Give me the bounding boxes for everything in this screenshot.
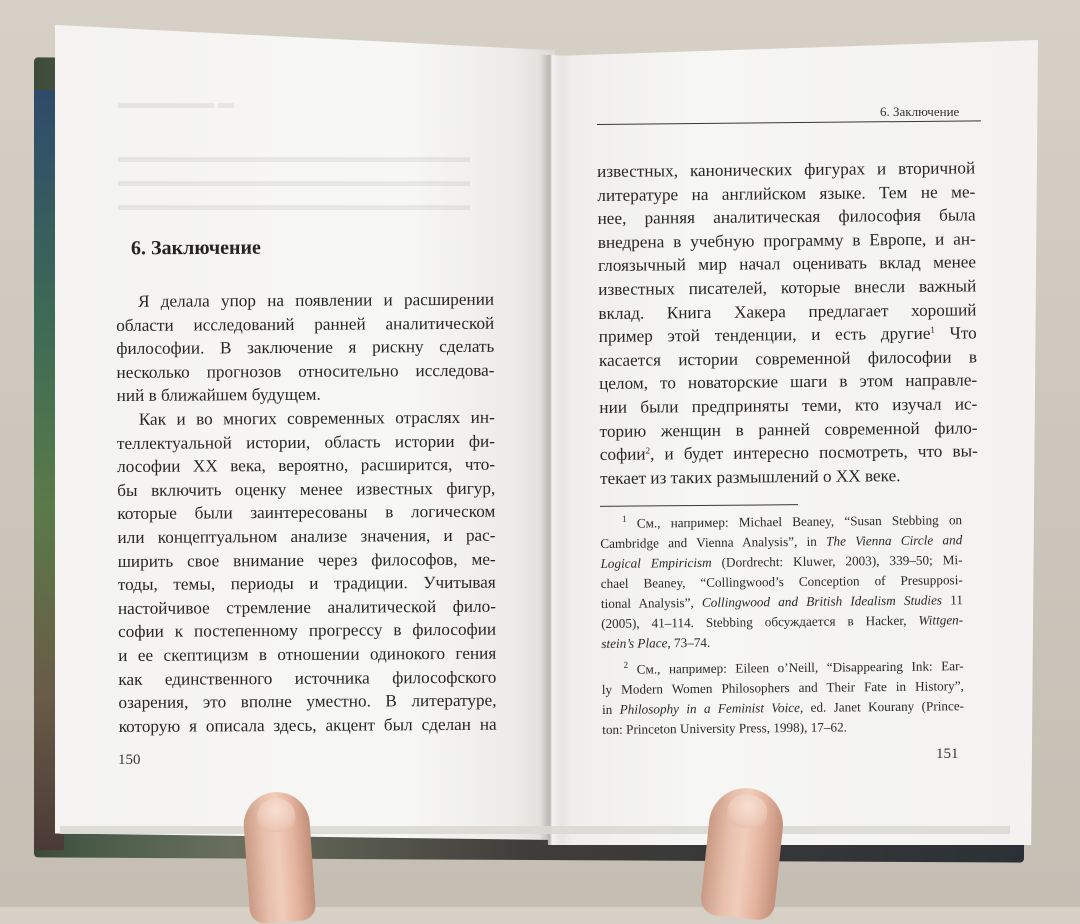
text-segment: пример этой тенденции, и есть другие (598, 323, 931, 347)
footnote-number: 2 (623, 659, 629, 670)
text-line: философии. В заключение я рискну сделать (116, 336, 495, 359)
text-line: вклад. Книга Хакера предлагает хороший (598, 299, 977, 323)
text-segment: См., например: Michael Beaney, “Susan Stebbing on (636, 512, 963, 531)
text-line: софии к постепенному прогрессу в философии (118, 619, 497, 642)
text-line: несколько прогнозов относительно исследова- (116, 360, 495, 382)
italic-title: The Vienna Circle and (826, 532, 963, 549)
text-line: текает из таких размышлений о XX веке. (599, 465, 901, 488)
text-line: которую я описала здесь, акцент был сделан на (118, 714, 497, 736)
text-segment: , и будет интересно посмотреть, что вы- (650, 441, 978, 464)
text-line: области исследований ранней аналитической (116, 313, 495, 335)
text-line: нии были предприняты теми, кто изучал ис- (599, 394, 978, 417)
italic-title: Wittgen- (918, 612, 964, 628)
running-head: 6. Заключение (880, 104, 960, 119)
italic-title: stein’s Place (601, 635, 668, 651)
text-line: которые были заинтересованы в логическом (117, 502, 496, 524)
text-line: литературе на английском языке. Тем не ме- (597, 181, 976, 205)
text-segment: tional Analysis”, (600, 594, 703, 611)
text-line (599, 322, 977, 349)
text-line: Я делала упор на появлении и расширении (138, 289, 495, 311)
footnote-line: ly Modern Women Philosophers and Their Fate in History”, (601, 678, 964, 697)
footnote-ref: 1 (930, 324, 935, 335)
page-number-right: 151 (936, 746, 959, 762)
italic-title: Philosophy in a Feminist Voice (619, 699, 800, 717)
text-line: теллектуальной истории, область истории фи- (116, 431, 495, 453)
footnote-line: ton: Princeton University Press, 1998), 17–62. (602, 719, 848, 737)
text-line: нее, ранняя аналитическая философия была (597, 205, 976, 229)
page-edges (60, 826, 1010, 834)
text-line: и ее скептицизм в отношении одинокого гения (118, 643, 497, 665)
text-line: бы включить оценку менее известных фигур, (117, 478, 496, 500)
italic-title: Logical Empiricism (600, 554, 712, 571)
text-line: касается истории современной философии в (598, 347, 977, 370)
text-line: Как и во многих современных отраслях ин- (138, 407, 495, 429)
text-line: глоязычный мир начал оценивать вклад менее (597, 252, 977, 276)
text-line: озарения, это вполне уместно. В литературе, (118, 690, 497, 713)
footnote-line (601, 630, 963, 654)
text-segment: См., например: Eileen o’Neill, “Disappearing Ink: Ear- (636, 658, 964, 677)
book-gutter (540, 55, 562, 845)
right-page-body (597, 156, 978, 490)
footnote-ref: 2 (645, 445, 651, 456)
text-line: внедрена в учебную программу в Европе, и ан- (597, 229, 976, 252)
text-segment: , 73–74. (667, 634, 711, 651)
footnote-line (601, 610, 963, 634)
text-segment: , ed. Janet Kourany (Prince- (799, 698, 965, 715)
text-line: ширить свое внимание через философов, ме- (117, 549, 496, 571)
page-number-left: 150 (118, 752, 141, 768)
text-line: или концептуальном анализе значения, и рас- (117, 525, 496, 547)
text-segment: (2005), 41–114. Stebbing обсуждается в Hacker, (601, 612, 919, 631)
text-line: как единственного источника философского (118, 667, 497, 689)
text-line: лософии XX века, вероятно, расширится, что- (117, 454, 496, 477)
text-line: торию женщин в ранней современной фило- (599, 417, 978, 441)
chapter-heading: 6. Заключение (130, 236, 261, 260)
footnotes (600, 510, 964, 740)
thumbnail-nail (726, 792, 769, 830)
thumbnail-nail (256, 797, 296, 834)
left-page-body (116, 288, 497, 739)
show-through-text: ▬▬▬▬▬▬▬▬▬▬▬▬▬▬▬▬▬▬▬▬▬▬ (118, 173, 470, 190)
text-line: тоды, темы, периоды и традиции. Учитывая (117, 572, 496, 595)
text-segment: in (601, 701, 620, 717)
footnote-line (602, 696, 964, 720)
text-line: настойчивое стремление аналитической фило- (117, 596, 496, 618)
text-line (600, 439, 978, 466)
text-segment: Что (934, 323, 977, 343)
text-segment: 11 (941, 592, 963, 608)
footnote-line: chael Beaney, “Collingwood’s Conception of Presupposi- (600, 572, 963, 591)
text-segment: Cambridge and Vienna Analysis”, in (600, 533, 827, 551)
show-through-text: ▬▬▬▬▬▬ ▬ (118, 95, 234, 112)
italic-title: Collingwood and British Idealism Studies (701, 592, 943, 610)
text-line: известных писателей, которые внесли важный (598, 276, 977, 299)
text-line: целом, то новаторские шаги в этом направле- (599, 370, 978, 394)
text-line: известных, канонических фигурах и вторичной (597, 158, 976, 181)
footnote-number: 1 (621, 513, 627, 524)
show-through-text: ▬▬▬▬▬▬▬▬▬▬▬▬▬▬▬▬▬▬▬▬▬▬ (118, 149, 470, 166)
text-segment: (Dordrecht: Kluwer, 2003), 339–50; Mi- (711, 552, 963, 570)
text-segment: софии (599, 444, 646, 465)
text-line: ний в ближайшем будущем. (116, 385, 321, 406)
show-through-text: ▬▬▬▬▬▬▬▬▬▬▬▬▬▬▬▬▬▬▬▬▬▬ (118, 197, 470, 214)
left-thumb (242, 790, 317, 924)
